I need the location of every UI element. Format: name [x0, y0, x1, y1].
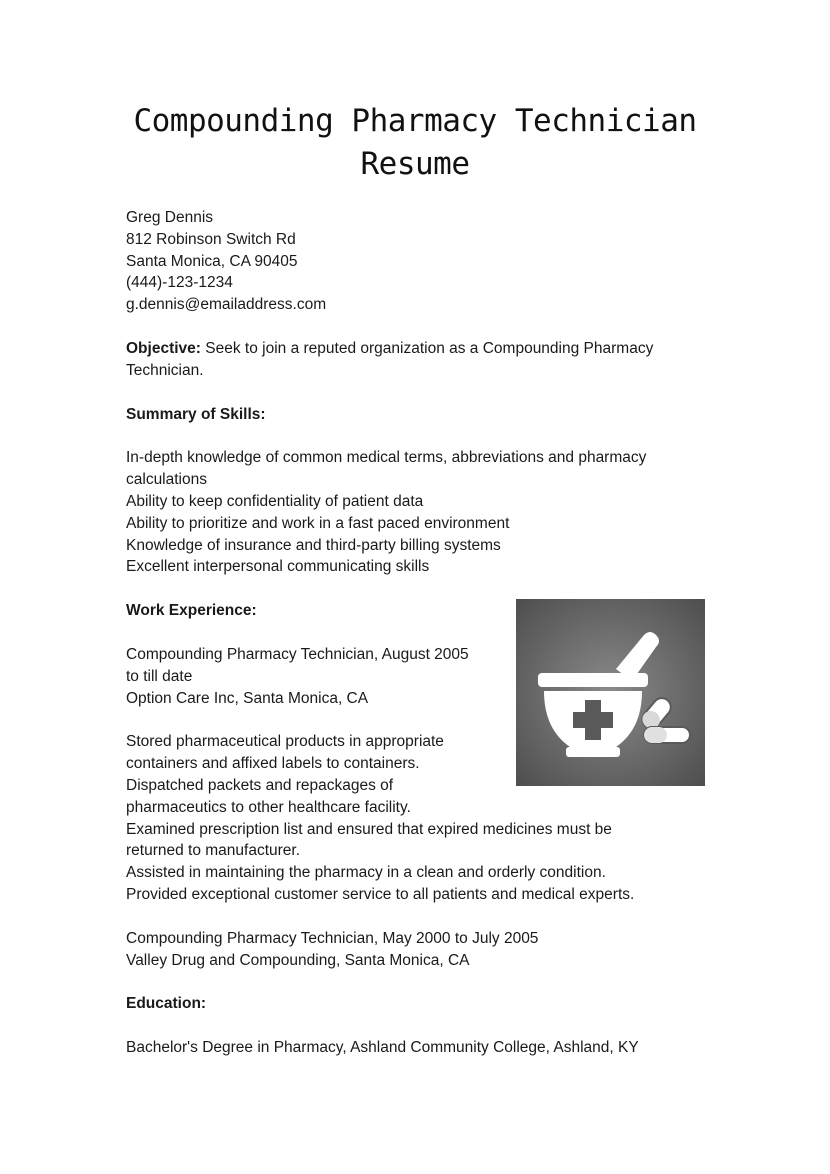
list-item: Ability to keep confidentiality of patient data — [126, 492, 424, 510]
education-heading: Education: — [126, 995, 207, 1013]
skills-heading: Summary of Skills: — [126, 405, 266, 423]
list-item: Ability to prioritize and work in a fast paced environment — [126, 514, 510, 532]
contact-email: g.dennis@emailaddress.com — [126, 296, 327, 314]
contact-phone: (444)-123-1234 — [126, 274, 233, 292]
mortar-pestle-icon — [516, 599, 705, 786]
objective-label: Objective: — [126, 339, 201, 357]
job-title: Compounding Pharmacy Technician, August 2005 — [126, 645, 469, 663]
job-company: Valley Drug and Compounding, Santa Monica, CA — [126, 951, 470, 969]
job-company: Option Care Inc, Santa Monica, CA — [126, 689, 369, 707]
list-item: returned to manufacturer. — [126, 842, 301, 860]
objective-text: Seek to join a reputed organization as a Compounding Pharmacy — [200, 339, 654, 357]
skills-list — [126, 447, 726, 578]
objective-section — [126, 338, 726, 382]
list-item: Assisted in maintaining the pharmacy in a clean and orderly condition. — [126, 864, 606, 882]
list-item: pharmaceutics to other healthcare facility. — [126, 798, 411, 816]
contact-city: Santa Monica, CA 90405 — [126, 252, 298, 270]
objective-text-cont: Technician. — [126, 361, 204, 379]
contact-street: 812 Robinson Switch Rd — [126, 230, 296, 248]
list-item: Stored pharmaceutical products in appropriate — [126, 733, 444, 751]
list-item: In-depth knowledge of common medical terms, abbreviations and pharmacy — [126, 449, 647, 467]
resume-title-line1: Compounding Pharmacy Technician — [133, 103, 697, 139]
list-item: containers and affixed labels to containers. — [126, 755, 420, 773]
list-item: calculations — [126, 471, 207, 489]
contact-name: Greg Dennis — [126, 209, 214, 226]
education-degree: Bachelor's Degree in Pharmacy, Ashland Community College, Ashland, KY — [126, 1039, 639, 1057]
list-item: Examined prescription list and ensured that expired medicines must be — [126, 820, 612, 838]
contact-block — [126, 207, 726, 316]
list-item: Knowledge of insurance and third-party billing systems — [126, 536, 501, 554]
pharmacy-illustration — [516, 599, 705, 786]
list-item: Excellent interpersonal communicating skills — [126, 558, 430, 576]
resume-title-line2: Resume — [360, 146, 470, 182]
work-heading: Work Experience: — [126, 602, 257, 620]
resume-title — [0, 100, 830, 186]
list-item: Provided exceptional customer service to all patients and medical experts. — [126, 885, 635, 903]
job-title: Compounding Pharmacy Technician, May 2000 to July 2005 — [126, 929, 539, 947]
job-2 — [126, 928, 726, 972]
job-title-cont: to till date — [126, 667, 193, 685]
list-item: Dispatched packets and repackages of — [126, 776, 394, 794]
